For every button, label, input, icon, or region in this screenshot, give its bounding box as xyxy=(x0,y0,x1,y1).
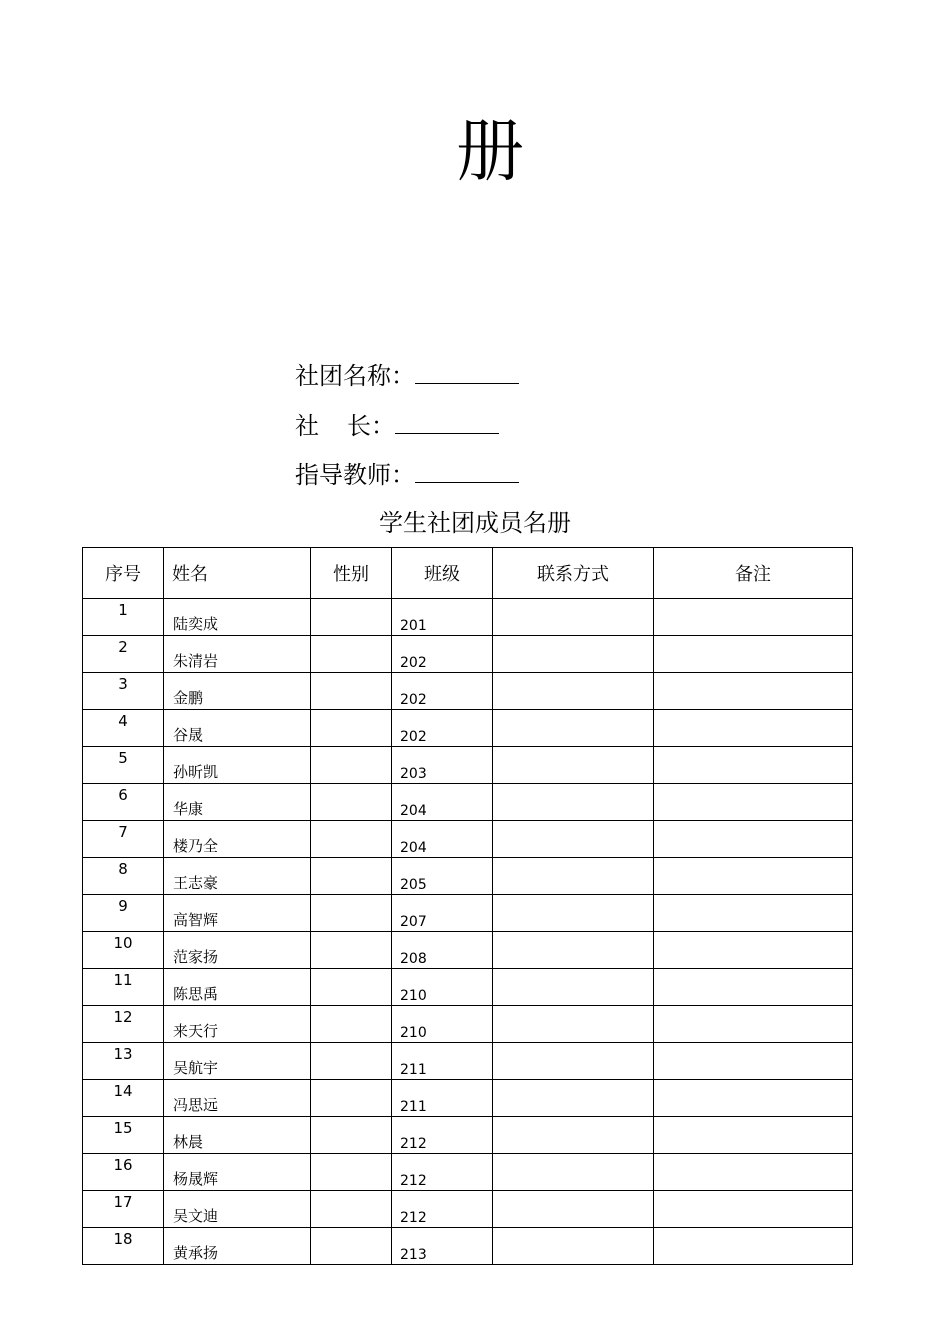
table-row xyxy=(83,599,853,636)
club-name-label: 社团名称： xyxy=(295,362,415,390)
member-gender xyxy=(311,1043,392,1080)
member-contact xyxy=(493,1228,654,1265)
president-blank xyxy=(395,409,499,434)
table-row xyxy=(83,1228,853,1265)
table-row xyxy=(83,1043,853,1080)
member-class: 210 xyxy=(392,1006,493,1043)
table-row xyxy=(83,747,853,784)
member-gender xyxy=(311,858,392,895)
row-number: 13 xyxy=(83,1043,164,1080)
member-note xyxy=(654,1080,853,1117)
member-gender xyxy=(311,821,392,858)
member-name: 黄承扬 xyxy=(164,1228,311,1265)
row-number: 6 xyxy=(83,784,164,821)
member-name: 王志豪 xyxy=(164,858,311,895)
table-row xyxy=(83,858,853,895)
member-gender xyxy=(311,1228,392,1265)
member-class: 207 xyxy=(392,895,493,932)
row-number: 14 xyxy=(83,1080,164,1117)
table-row xyxy=(83,1080,853,1117)
member-contact xyxy=(493,784,654,821)
member-name: 林晨 xyxy=(164,1117,311,1154)
row-number: 4 xyxy=(83,710,164,747)
member-note xyxy=(654,1154,853,1191)
member-name: 谷晟 xyxy=(164,710,311,747)
member-note xyxy=(654,673,853,710)
member-contact xyxy=(493,858,654,895)
page-title: 册 xyxy=(455,113,524,192)
member-gender xyxy=(311,784,392,821)
table-row xyxy=(83,784,853,821)
header-class: 班级 xyxy=(392,548,493,599)
row-number: 10 xyxy=(83,932,164,969)
row-number: 16 xyxy=(83,1154,164,1191)
member-class: 212 xyxy=(392,1191,493,1228)
row-number: 5 xyxy=(83,747,164,784)
member-contact xyxy=(493,895,654,932)
member-note xyxy=(654,895,853,932)
member-class: 211 xyxy=(392,1043,493,1080)
member-contact xyxy=(493,673,654,710)
table-row xyxy=(83,895,853,932)
row-number: 8 xyxy=(83,858,164,895)
member-note xyxy=(654,821,853,858)
member-class: 212 xyxy=(392,1117,493,1154)
member-note xyxy=(654,1191,853,1228)
member-gender xyxy=(311,1006,392,1043)
table-row xyxy=(83,710,853,747)
member-name: 高智辉 xyxy=(164,895,311,932)
member-note xyxy=(654,710,853,747)
member-gender xyxy=(311,895,392,932)
member-gender xyxy=(311,969,392,1006)
member-class: 208 xyxy=(392,932,493,969)
member-class: 210 xyxy=(392,969,493,1006)
table-row xyxy=(83,1154,853,1191)
member-gender xyxy=(311,932,392,969)
table-row xyxy=(83,821,853,858)
row-number: 3 xyxy=(83,673,164,710)
member-contact xyxy=(493,1154,654,1191)
table-header-row xyxy=(83,548,853,599)
member-gender xyxy=(311,710,392,747)
row-number: 12 xyxy=(83,1006,164,1043)
member-note xyxy=(654,747,853,784)
member-contact xyxy=(493,1043,654,1080)
row-number: 9 xyxy=(83,895,164,932)
row-number: 11 xyxy=(83,969,164,1006)
member-note xyxy=(654,1006,853,1043)
member-name: 孙昕凯 xyxy=(164,747,311,784)
member-contact xyxy=(493,599,654,636)
member-name: 金鹏 xyxy=(164,673,311,710)
member-gender xyxy=(311,599,392,636)
member-contact xyxy=(493,636,654,673)
member-note xyxy=(654,599,853,636)
member-note xyxy=(654,969,853,1006)
table-row xyxy=(83,1006,853,1043)
member-name: 华康 xyxy=(164,784,311,821)
table-row xyxy=(83,673,853,710)
table-row xyxy=(83,1191,853,1228)
member-note xyxy=(654,1117,853,1154)
member-gender xyxy=(311,1191,392,1228)
advisor-line xyxy=(295,458,519,491)
member-name: 吴文迪 xyxy=(164,1191,311,1228)
member-note xyxy=(654,1228,853,1265)
row-number: 18 xyxy=(83,1228,164,1265)
club-name-blank xyxy=(415,359,519,384)
member-class: 212 xyxy=(392,1154,493,1191)
member-gender xyxy=(311,1080,392,1117)
member-note xyxy=(654,636,853,673)
member-gender xyxy=(311,673,392,710)
row-number: 15 xyxy=(83,1117,164,1154)
member-gender xyxy=(311,636,392,673)
member-class: 213 xyxy=(392,1228,493,1265)
member-class: 204 xyxy=(392,784,493,821)
table-row xyxy=(83,636,853,673)
header-note: 备注 xyxy=(654,548,853,599)
advisor-label: 指导教师： xyxy=(295,461,415,489)
member-class: 203 xyxy=(392,747,493,784)
advisor-blank xyxy=(415,458,519,483)
member-name: 范家扬 xyxy=(164,932,311,969)
member-name: 陆奕成 xyxy=(164,599,311,636)
member-note xyxy=(654,1043,853,1080)
member-class: 202 xyxy=(392,673,493,710)
table-row xyxy=(83,1117,853,1154)
member-contact xyxy=(493,821,654,858)
member-class: 205 xyxy=(392,858,493,895)
row-number: 1 xyxy=(83,599,164,636)
member-contact xyxy=(493,1080,654,1117)
member-class: 211 xyxy=(392,1080,493,1117)
table-row xyxy=(83,969,853,1006)
club-name-line xyxy=(295,359,519,392)
member-contact xyxy=(493,747,654,784)
president-line xyxy=(295,409,499,442)
president-label-part2: 长： xyxy=(347,412,395,440)
table-row xyxy=(83,932,853,969)
member-contact xyxy=(493,1117,654,1154)
row-number: 2 xyxy=(83,636,164,673)
member-name: 楼乃全 xyxy=(164,821,311,858)
member-class: 201 xyxy=(392,599,493,636)
member-name: 吴航宇 xyxy=(164,1043,311,1080)
member-name: 来天行 xyxy=(164,1006,311,1043)
row-number: 7 xyxy=(83,821,164,858)
member-name: 陈思禹 xyxy=(164,969,311,1006)
member-class: 202 xyxy=(392,636,493,673)
member-contact xyxy=(493,932,654,969)
president-label-part1: 社 xyxy=(295,412,319,440)
member-contact xyxy=(493,710,654,747)
table-title: 学生社团成员名册 xyxy=(379,509,571,537)
member-contact xyxy=(493,1006,654,1043)
member-note xyxy=(654,784,853,821)
member-roster-table xyxy=(82,547,853,1265)
member-note xyxy=(654,858,853,895)
header-name: 姓名 xyxy=(164,548,311,599)
member-gender xyxy=(311,1117,392,1154)
header-contact: 联系方式 xyxy=(493,548,654,599)
member-gender xyxy=(311,747,392,784)
row-number: 17 xyxy=(83,1191,164,1228)
roster-body xyxy=(83,599,853,1265)
member-contact xyxy=(493,1191,654,1228)
member-name: 杨晟辉 xyxy=(164,1154,311,1191)
header-gender: 性别 xyxy=(311,548,392,599)
member-class: 204 xyxy=(392,821,493,858)
member-name: 冯思远 xyxy=(164,1080,311,1117)
member-name: 朱清岩 xyxy=(164,636,311,673)
header-number: 序号 xyxy=(83,548,164,599)
member-contact xyxy=(493,969,654,1006)
member-class: 202 xyxy=(392,710,493,747)
member-note xyxy=(654,932,853,969)
member-gender xyxy=(311,1154,392,1191)
